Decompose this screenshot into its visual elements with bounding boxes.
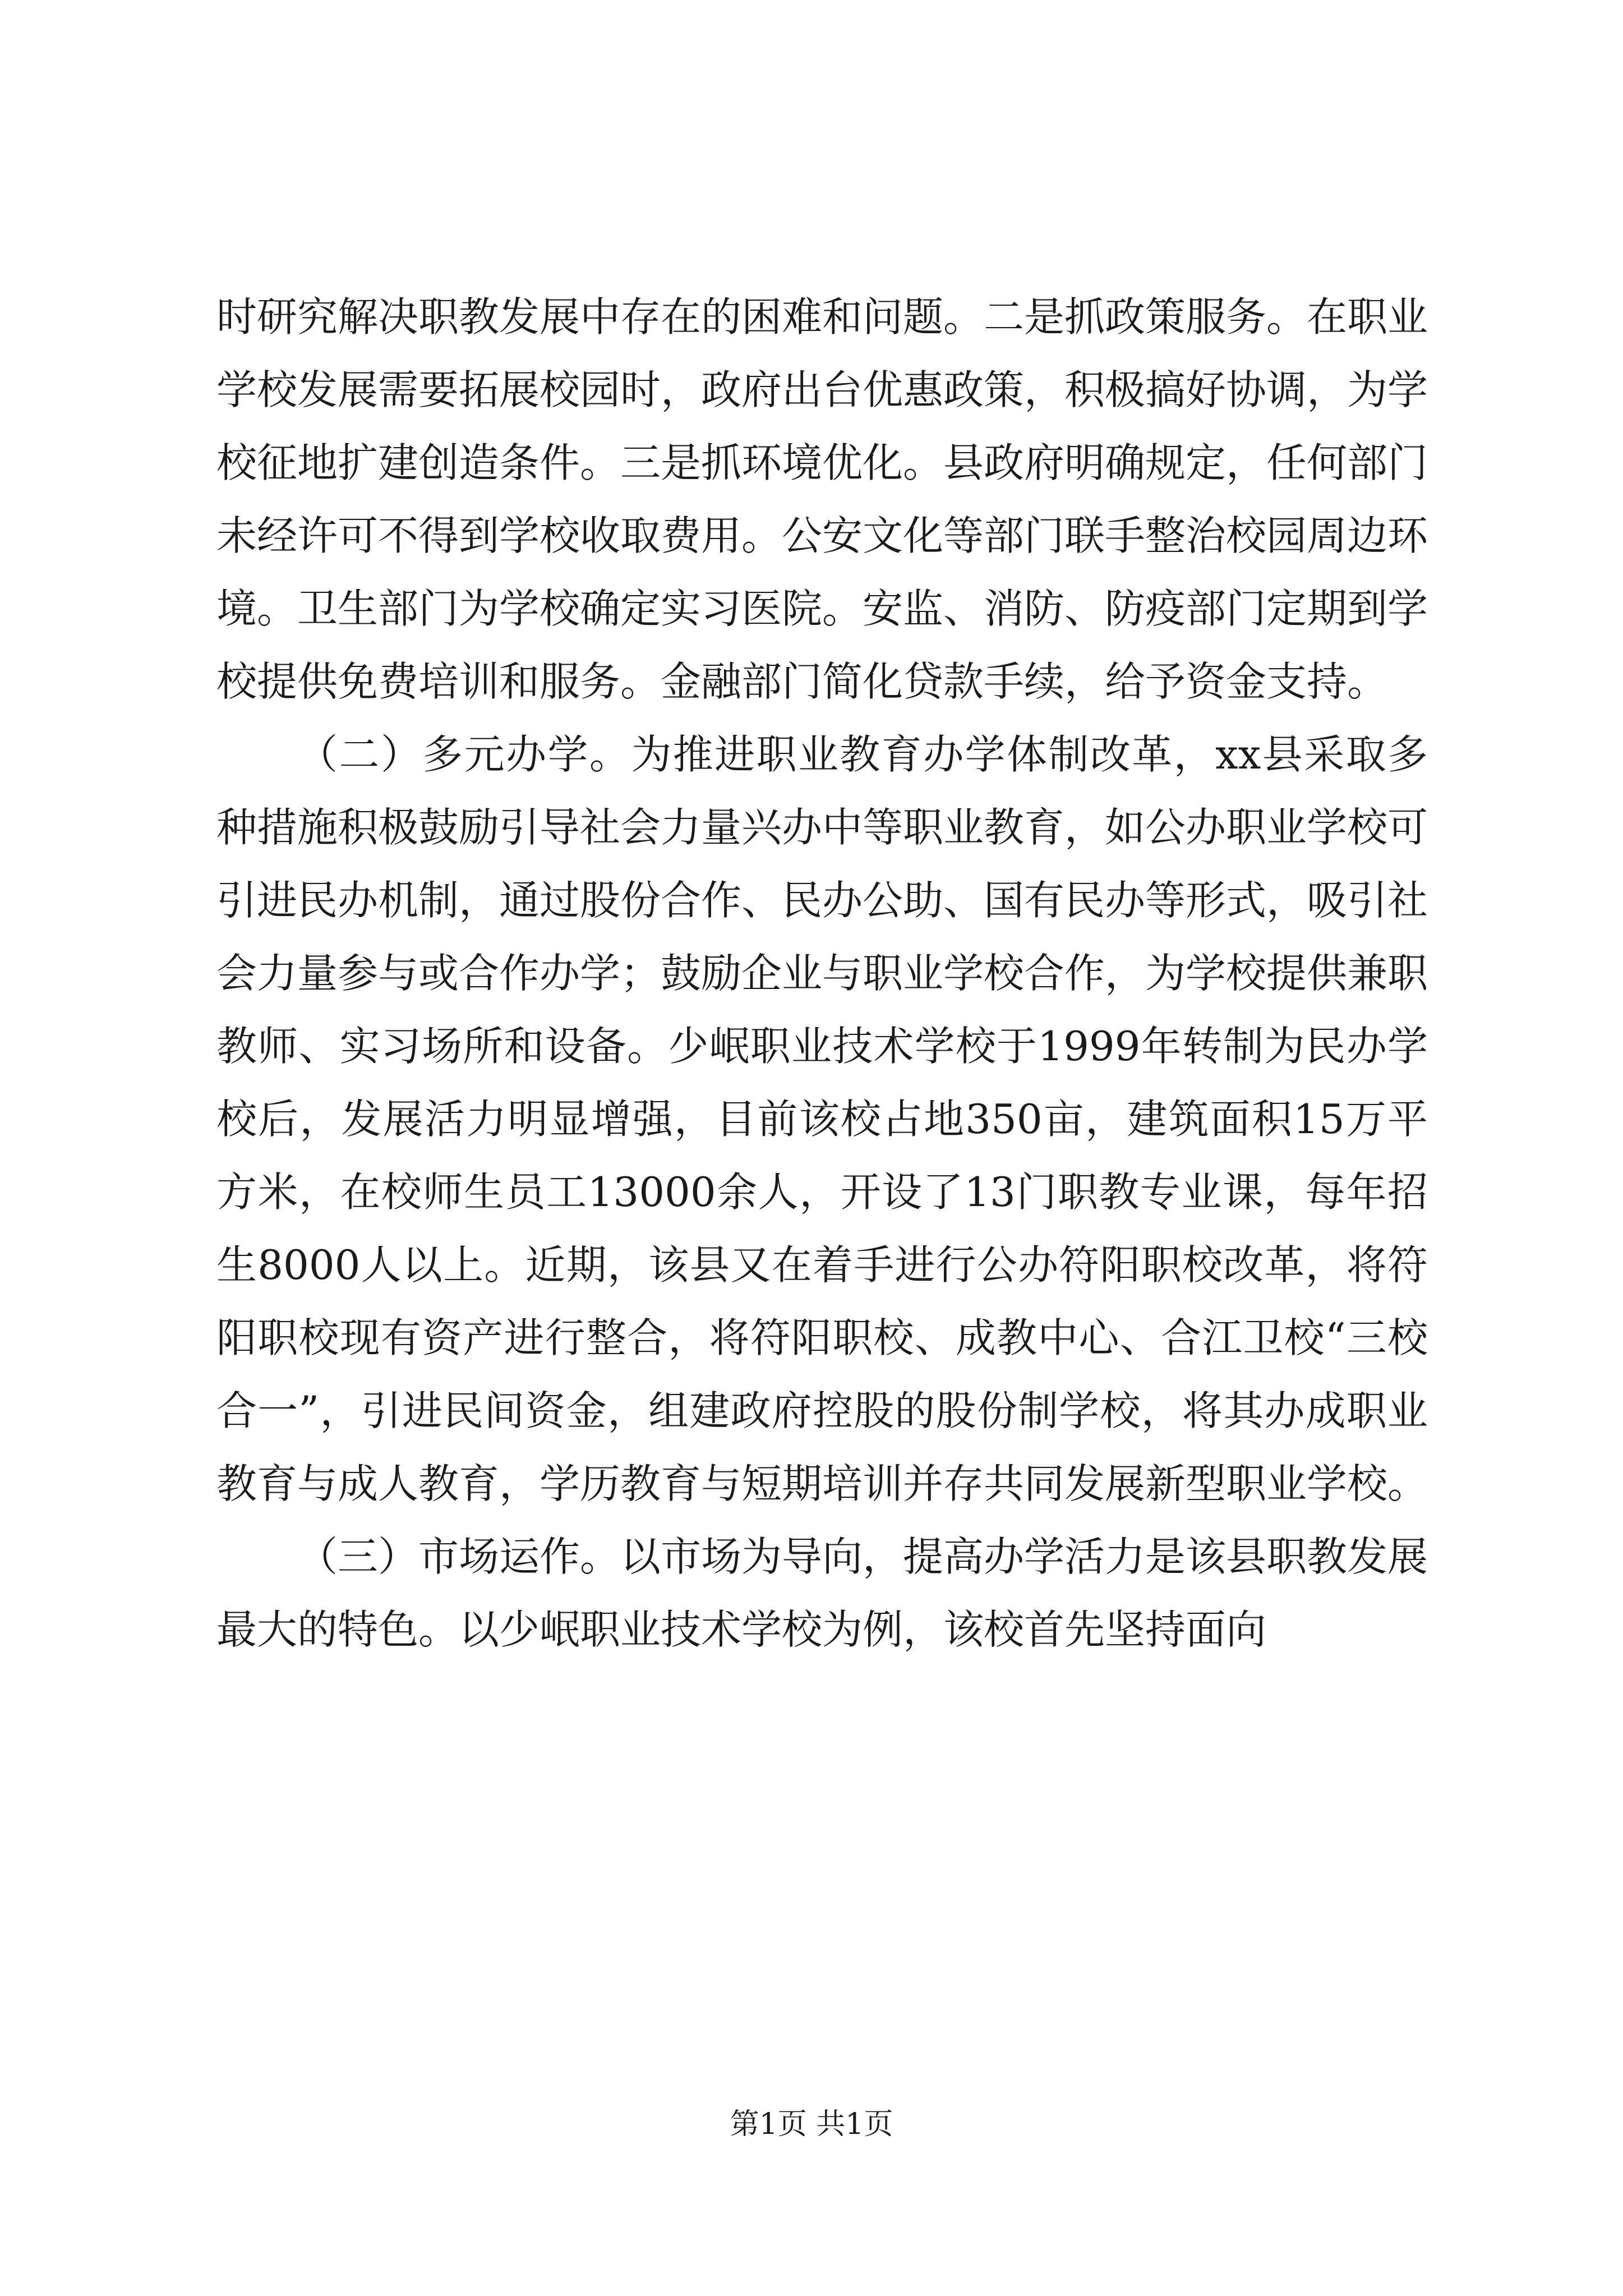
paragraph-continuation: 时研究解决职教发展中存在的困难和问题。二是抓政策服务。在职业学校发展需要拓展校园时，政府出台优惠政策，积极搞好协调，为学校征地扩建创造条件。三是抓环境优化。县政府明确规定，任何部门未经许可不得到学校收取费用。公安文化等部门联手整治校园周边环境。卫生部门为学校确定实习医院。安监、消防、防疫部门定期到学校提供免费培训和服务。金融部门简化贷款手续，给予资金支持。 <box>216 293 1428 705</box>
page-footer: 第1页 共1页 <box>730 2108 893 2141</box>
paragraph-diversified-schooling: （二）多元办学。为推进职业教育办学体制改革，xx县采取多种措施积极鼓励引导社会力量兴办中等职业教育，如公办职业学校可引进民办机制，通过股份合作、民办公助、国有民办等形式，吸引社会力量参与或合作办学；鼓励企业与职业学校合作，为学校提供兼职教师、实习场所和设备。少岷职业技术学校于1999年转制为民办学校后，发展活力明显增强，目前该校占地350亩，建筑面积15万平方米，在校师生员工13000余人，开设了13门职教专业课，每年招生8000人以上。近期，该县又在着手进行公办符阳职校改革，将符阳职校现有资产进行整合，将符阳职校、成教中心、合江卫校“三校合一”，引进民间资金，组建政府控股的股份制学校，将其办成职业教育与成人教育，学历教育与短期培训并存共同发展新型职业学校。 <box>216 731 1428 1507</box>
document-body <box>216 280 1428 1666</box>
paragraph-market-operation: （三）市场运作。以市场为导向，提高办学活力是该县职教发展最大的特色。以少岷职业技术学校为例，该校首先坚持面向 <box>216 1533 1428 1653</box>
